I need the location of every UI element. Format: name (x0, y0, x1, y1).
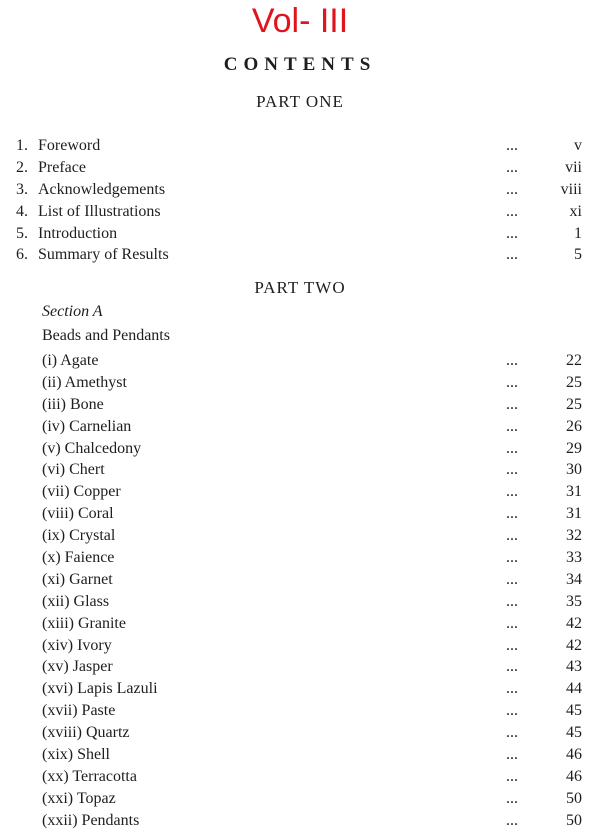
toc-page-number: 50 (566, 811, 582, 829)
toc-entry[interactable] (0, 700, 600, 722)
toc-page-number: 25 (566, 373, 582, 391)
toc-entry-title: (i) Agate (42, 352, 99, 369)
toc-entry[interactable] (0, 179, 600, 201)
part-two-toc (0, 350, 600, 832)
volume-label: Vol- III (251, 2, 349, 40)
toc-leader-dots: ... (506, 439, 518, 457)
toc-page-number: 32 (566, 527, 582, 545)
toc-page-number: 35 (566, 592, 582, 610)
toc-entry[interactable] (0, 635, 600, 657)
toc-entry-title: List of Illustrations (38, 202, 161, 220)
toc-entry[interactable] (0, 744, 600, 766)
toc-page-number: v (574, 137, 582, 154)
toc-entry[interactable] (0, 157, 600, 179)
toc-entry-number: 1. (16, 137, 28, 154)
toc-entry[interactable] (0, 481, 600, 503)
toc-leader-dots: ... (506, 417, 518, 435)
toc-page-number: viii (560, 180, 582, 198)
toc-leader-dots: ... (506, 246, 518, 264)
toc-entry-number: 3. (16, 180, 28, 198)
toc-entry-title: (xix) Shell (42, 746, 110, 764)
toc-entry-number: 6. (16, 246, 28, 264)
toc-entry-title: (xiii) Granite (42, 614, 126, 632)
toc-page-number: 25 (566, 395, 582, 413)
toc-page-number: 26 (566, 417, 582, 435)
toc-leader-dots: ... (506, 180, 518, 198)
toc-entry-title: (xiv) Ivory (42, 636, 112, 654)
toc-entry-title: (ii) Amethyst (42, 373, 127, 391)
toc-page-number: 42 (566, 636, 582, 654)
toc-entry[interactable] (0, 372, 600, 394)
toc-entry[interactable] (0, 244, 600, 266)
toc-entry-title: Summary of Results (38, 246, 169, 264)
toc-leader-dots: ... (506, 527, 518, 545)
toc-leader-dots: ... (506, 395, 518, 413)
toc-entry[interactable] (0, 569, 600, 591)
toc-entry-title: (xxi) Topaz (42, 789, 116, 807)
toc-entry[interactable] (0, 656, 600, 678)
toc-page-number: 31 (566, 505, 582, 523)
toc-leader-dots: ... (506, 658, 518, 676)
toc-entry-title: (iv) Carnelian (42, 417, 132, 435)
toc-page-number: 22 (566, 352, 582, 369)
part-one-heading: PART ONE (256, 92, 344, 111)
toc-page-number: vii (565, 158, 582, 176)
toc-page-number: 34 (566, 570, 582, 588)
toc-entry[interactable] (0, 201, 600, 223)
toc-entry-title: (vii) Copper (42, 483, 121, 501)
toc-entry-title: (v) Chalcedony (42, 439, 142, 457)
toc-entry[interactable] (0, 525, 600, 547)
section-title: Beads and Pendants (42, 327, 170, 344)
toc-leader-dots: ... (506, 461, 518, 479)
toc-entry-number: 5. (16, 224, 28, 242)
toc-page-number: 29 (566, 439, 582, 457)
toc-leader-dots: ... (506, 811, 518, 829)
toc-leader-dots: ... (506, 680, 518, 698)
toc-leader-dots: ... (506, 352, 518, 369)
part-one-toc (0, 135, 600, 266)
toc-entry[interactable] (0, 810, 600, 832)
toc-entry[interactable] (0, 416, 600, 438)
toc-leader-dots: ... (506, 724, 518, 742)
toc-entry-title: Foreword (38, 137, 101, 154)
toc-entry[interactable] (0, 394, 600, 416)
toc-entry-title: (xviii) Quartz (42, 724, 130, 742)
toc-leader-dots: ... (506, 373, 518, 391)
toc-entry-title: (xv) Jasper (42, 658, 113, 676)
toc-page-number: xi (569, 202, 582, 220)
toc-entry[interactable] (0, 613, 600, 635)
toc-page-number: 30 (566, 461, 582, 479)
toc-entry-title: Introduction (38, 224, 118, 242)
toc-entry-title: (xvi) Lapis Lazuli (42, 680, 158, 698)
toc-entry-title: (iii) Bone (42, 395, 104, 413)
toc-entry[interactable] (0, 591, 600, 613)
toc-entry[interactable] (0, 766, 600, 788)
toc-page-number: 31 (566, 483, 582, 501)
toc-entry[interactable] (0, 547, 600, 569)
contents-title: CONTENTS (223, 54, 377, 75)
toc-entry[interactable] (0, 438, 600, 460)
toc-leader-dots: ... (506, 505, 518, 523)
toc-leader-dots: ... (506, 636, 518, 654)
toc-page-number: 46 (566, 746, 582, 764)
toc-entry[interactable] (0, 223, 600, 245)
toc-entry-title: (viii) Coral (42, 505, 114, 523)
toc-entry-title: (vi) Chert (42, 461, 105, 479)
section-label: Section A (42, 303, 103, 320)
toc-page-number: 33 (566, 549, 582, 567)
toc-page-number: 45 (566, 702, 582, 720)
toc-page-number: 42 (566, 614, 582, 632)
toc-leader-dots: ... (506, 224, 518, 242)
toc-leader-dots: ... (506, 549, 518, 567)
toc-entry[interactable] (0, 459, 600, 481)
toc-entry-title: (xx) Terracotta (42, 767, 137, 785)
toc-entry-title: Acknowledgements (38, 180, 166, 198)
toc-page-number: 46 (566, 767, 582, 785)
toc-page-number: 43 (566, 658, 582, 676)
toc-entry[interactable] (0, 678, 600, 700)
toc-page-number: 44 (566, 680, 582, 698)
part-two-heading: PART TWO (254, 278, 346, 297)
toc-page-number: 45 (566, 724, 582, 742)
toc-entry[interactable] (0, 788, 600, 810)
toc-leader-dots: ... (506, 137, 518, 154)
toc-entry[interactable] (0, 503, 600, 525)
toc-entry[interactable] (0, 350, 600, 372)
toc-entry[interactable] (0, 722, 600, 744)
toc-page-number: 5 (574, 246, 582, 264)
toc-entry-title: Preface (38, 158, 86, 176)
toc-leader-dots: ... (506, 483, 518, 501)
toc-page-number: 1 (574, 224, 582, 242)
toc-entry[interactable] (0, 135, 600, 157)
toc-entry-title: (xvii) Paste (42, 702, 116, 720)
toc-entry-title: (xxii) Pendants (42, 811, 140, 829)
toc-entry-title: (x) Faience (42, 549, 115, 567)
toc-leader-dots: ... (506, 570, 518, 588)
toc-entry-title: (xi) Garnet (42, 570, 113, 588)
toc-leader-dots: ... (506, 614, 518, 632)
toc-leader-dots: ... (506, 789, 518, 807)
toc-entry-title: (ix) Crystal (42, 527, 116, 545)
toc-leader-dots: ... (506, 202, 518, 220)
toc-leader-dots: ... (506, 158, 518, 176)
toc-entry-number: 2. (16, 158, 28, 176)
toc-page-number: 50 (566, 789, 582, 807)
toc-leader-dots: ... (506, 702, 518, 720)
toc-entry-number: 4. (16, 202, 28, 220)
toc-leader-dots: ... (506, 746, 518, 764)
toc-entry-title: (xii) Glass (42, 592, 110, 610)
toc-leader-dots: ... (506, 767, 518, 785)
toc-leader-dots: ... (506, 592, 518, 610)
